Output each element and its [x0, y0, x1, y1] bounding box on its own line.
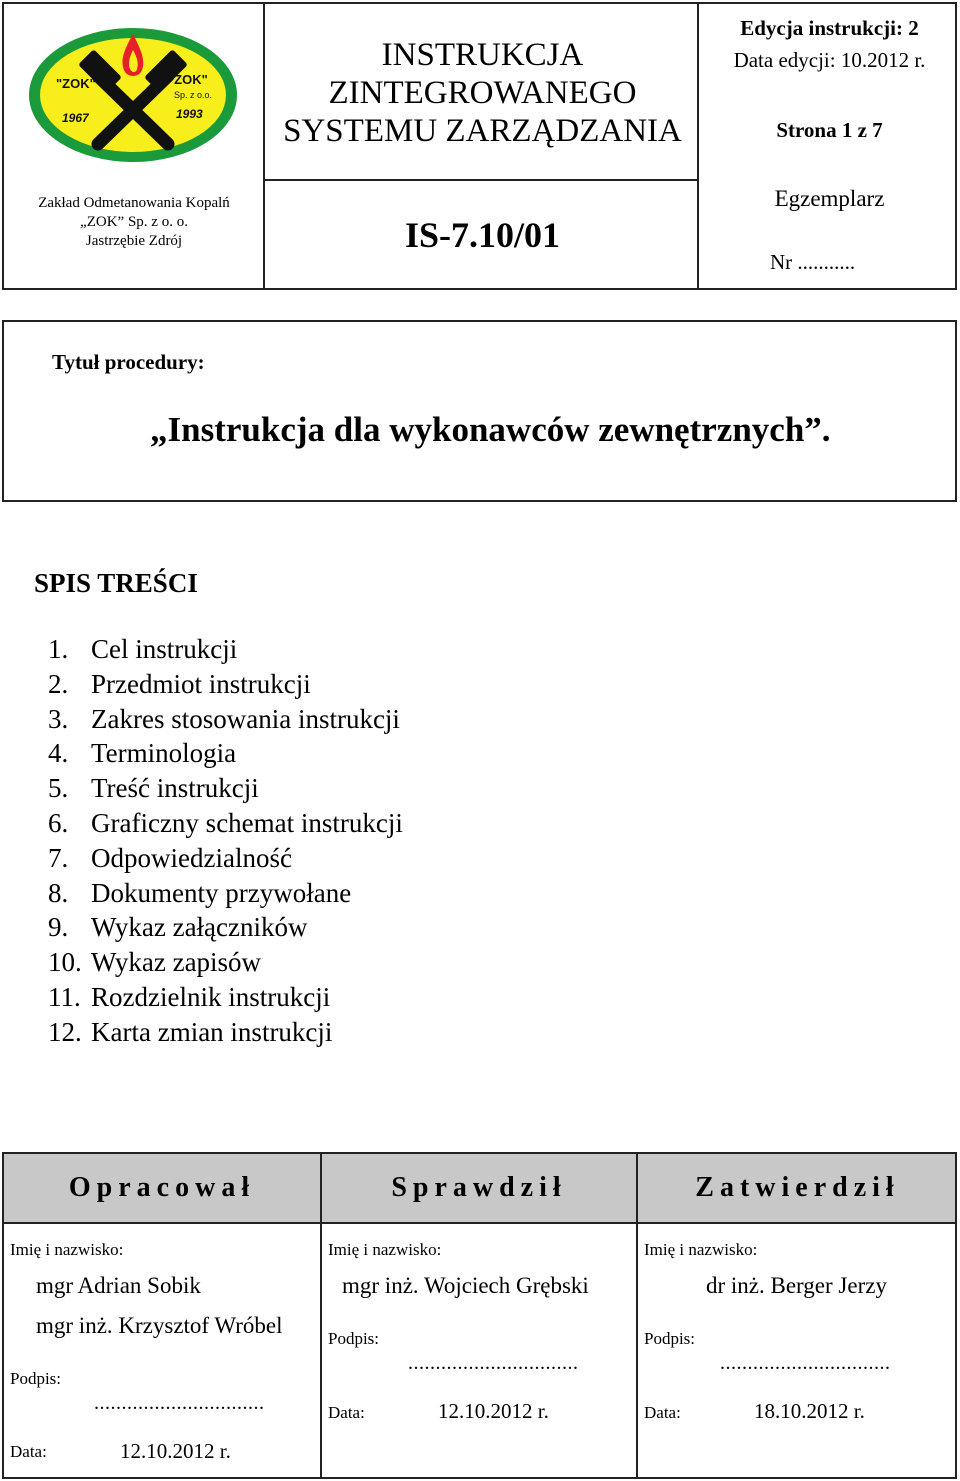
toc-item-number: 4.: [48, 738, 69, 769]
column-heading-prepared: Opracował: [68, 1172, 256, 1203]
signature-label: Podpis:: [328, 1329, 380, 1348]
approved-by-name: dr inż. Berger Jerzy: [706, 1273, 887, 1298]
toc-item: [48, 702, 403, 737]
toc-item-label: Rozdzielnik instrukcji: [91, 981, 331, 1012]
toc-item-label: Odpowiedzialność: [91, 842, 292, 873]
signature-line: ...............................: [720, 1352, 891, 1374]
toc-item: [48, 876, 403, 911]
date-label: Data:: [328, 1403, 365, 1422]
toc-item: [48, 771, 403, 806]
toc-item: [48, 980, 403, 1015]
copy-number: Nr ...........: [770, 250, 856, 274]
company-city: Jastrzębie Zdrój: [85, 233, 183, 249]
toc-item-label: Wykaz zapisów: [91, 947, 262, 978]
toc-item-number: 11.: [48, 981, 81, 1012]
company-logo: [28, 26, 238, 164]
date-label: Data:: [644, 1403, 681, 1422]
toc-item: [48, 1015, 403, 1050]
toc-item-number: 12.: [48, 1016, 82, 1047]
doc-title-line: INSTRUKCJA: [381, 37, 584, 73]
toc-item-label: Graficzny schemat instrukcji: [91, 807, 403, 838]
edition-date: Data edycji: 10.2012 r.: [733, 48, 926, 72]
toc-item: [48, 806, 403, 841]
toc-item: [48, 910, 403, 945]
signature-line: ...............................: [408, 1352, 579, 1374]
toc-item-number: 2.: [48, 668, 69, 699]
date-label: Data:: [10, 1442, 47, 1461]
logo-year-left: 1967: [62, 111, 89, 125]
toc-item-number: 3.: [48, 703, 69, 734]
procedure-title-label: Tytuł procedury:: [52, 350, 205, 374]
toc-item: [48, 667, 403, 702]
toc-item: [48, 736, 403, 771]
logo-right-sub: Sp. z o.o.: [174, 90, 213, 100]
name-label: Imię i nazwisko:: [644, 1240, 758, 1259]
checked-by-name: mgr inż. Wojciech Grębski: [342, 1273, 589, 1298]
approved-date: 18.10.2012 r.: [754, 1399, 865, 1423]
copy-label: Egzemplarz: [774, 186, 885, 211]
toc-item-label: Treść instrukcji: [91, 773, 259, 804]
toc-item-label: Cel instrukcji: [91, 634, 238, 664]
approval-table: [2, 1152, 957, 1479]
procedure-title-box: [2, 320, 957, 502]
prepared-date: 12.10.2012 r.: [120, 1439, 231, 1463]
toc-item-number: 5.: [48, 773, 69, 804]
logo-year-right: 1993: [176, 107, 203, 121]
logo-left-text: "ZOK": [56, 76, 96, 91]
signature-line: ...............................: [94, 1392, 265, 1414]
toc-item-number: 8.: [48, 877, 69, 908]
toc-item-label: Przedmiot instrukcji: [91, 668, 311, 699]
toc-item-label: Zakres stosowania instrukcji: [91, 703, 400, 734]
approval-divider: [4, 1222, 955, 1224]
toc-item-number: 1.: [48, 634, 69, 664]
column-heading-checked: Sprawdził: [391, 1172, 567, 1203]
signature-label: Podpis:: [644, 1329, 696, 1348]
name-label: Imię i nazwisko:: [10, 1240, 124, 1259]
page-number: Strona 1 z 7: [776, 118, 883, 142]
toc-item-label: Dokumenty przywołane: [91, 877, 352, 908]
company-name-line: „ZOK” Sp. z o. o.: [80, 214, 188, 230]
document-header: [2, 2, 957, 290]
toc-item-number: 10.: [48, 947, 82, 978]
checked-date: 12.10.2012 r.: [438, 1399, 549, 1423]
toc-item: [48, 945, 403, 980]
header-divider: [265, 179, 697, 181]
toc-item-label: Wykaz załączników: [91, 912, 308, 943]
toc-item-number: 7.: [48, 842, 69, 873]
logo-right-text: "ZOK": [168, 72, 208, 87]
toc-item-label: Karta zmian instrukcji: [91, 1016, 333, 1047]
column-heading-approved: Zatwierdził: [695, 1172, 900, 1203]
name-label: Imię i nazwisko:: [328, 1240, 442, 1259]
prepared-by-name: mgr inż. Krzysztof Wróbel: [36, 1313, 283, 1338]
toc-item: [48, 841, 403, 876]
toc-item-number: 9.: [48, 912, 69, 943]
toc-item: [48, 632, 403, 667]
toc-item-number: 6.: [48, 807, 69, 838]
doc-title-line: SYSTEMU ZARZĄDZANIA: [283, 113, 682, 149]
toc-heading: SPIS TREŚCI: [34, 568, 198, 598]
doc-code: IS-7.10/01: [404, 215, 561, 255]
doc-title-line: ZINTEGROWANEGO: [328, 75, 637, 111]
prepared-by-name: mgr Adrian Sobik: [36, 1273, 201, 1298]
procedure-title: „Instrukcja dla wykonawców zewnętrznych”.: [150, 410, 831, 449]
edition: Edycja instrukcji: 2: [740, 16, 919, 40]
toc-item-label: Terminologia: [91, 738, 237, 769]
signature-label: Podpis:: [10, 1369, 62, 1388]
company-name-line: Zakład Odmetanowania Kopalń: [38, 195, 230, 211]
toc-list: [48, 632, 403, 1050]
